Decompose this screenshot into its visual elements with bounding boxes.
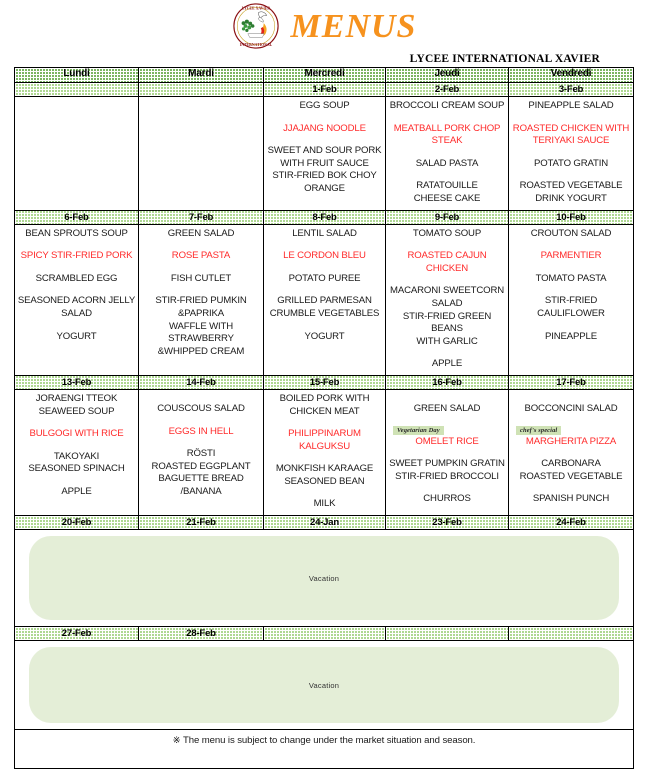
dish-item: PINEAPPLE: [545, 330, 597, 342]
menu-cell: [264, 97, 386, 211]
dish-item: ROASTED VEGETABLE: [519, 470, 623, 482]
dish-item: LENTIL SALAD: [292, 227, 357, 239]
dish-item: SCRAMBLED EGG: [35, 272, 118, 284]
dish-item: BROCCOLI CREAM SOUP: [389, 100, 505, 111]
date-row: [15, 375, 634, 389]
dish-main-item: PARMENTIER: [540, 250, 602, 262]
dish-item: GRILLED PARMESAN: [277, 295, 372, 307]
school-logo-icon: [231, 2, 281, 50]
dish-list: [16, 228, 137, 344]
dish-main-item: ROASTED CHICKEN WITH: [512, 122, 630, 134]
dish-main-item: JJAJANG NOODLE: [283, 122, 366, 134]
dish-list: [510, 228, 632, 344]
menu-cell: [509, 389, 634, 515]
dish-item: WITH FRUIT SAUCE: [280, 157, 369, 169]
dish-main-item: ROSE PASTA: [171, 250, 231, 262]
dish-item: MILK: [313, 498, 336, 510]
dish-list: [265, 393, 384, 511]
svg-text:LYCEE XAVIER: LYCEE XAVIER: [241, 6, 270, 11]
vacation-cell: [15, 641, 634, 730]
menu-cell: [509, 224, 634, 375]
dish-item: COUSCOUS SALAD: [157, 402, 245, 414]
date-cell: 20-Feb: [15, 516, 139, 530]
dish-item: /BANANA: [180, 485, 222, 497]
dish-item: POTATO GRATIN: [533, 157, 609, 169]
menu-cell: [386, 97, 509, 211]
dish-item: SWEET PUMPKIN GRATIN: [389, 458, 505, 470]
dish-main-item: KALGUKSU: [298, 440, 351, 452]
dish-list: [387, 228, 507, 371]
date-cell: 9-Feb: [386, 210, 509, 224]
dish-item: STIR-FRIED BOK CHOY: [272, 170, 377, 182]
dish-item: SALAD PASTA: [415, 157, 479, 169]
dish-main-item: STEAK: [431, 135, 463, 147]
dish-item: POTATO PUREE: [288, 272, 361, 284]
dish-item: CRUMBLE VEGETABLES: [269, 307, 380, 319]
menu-cell: [15, 97, 139, 211]
date-cell: 21-Feb: [139, 516, 264, 530]
menu-cell: [15, 224, 139, 375]
dish-item: TOMATO SOUP: [412, 227, 482, 239]
dish-main-item: MEATBALL PORK CHOP: [393, 122, 501, 134]
footnote-cell: [15, 730, 634, 769]
menu-cell: [509, 97, 634, 211]
date-row: [15, 627, 634, 641]
dish-item: BEAN SPROUTS SOUP: [25, 227, 128, 239]
school-name: LYCEE INTERNATIONAL XAVIER: [409, 53, 600, 65]
menu-table: [14, 67, 634, 769]
dish-item: DRINK YOGURT: [535, 192, 607, 204]
dish-item: APPLE: [61, 485, 92, 497]
dish-item: ORANGE: [304, 182, 345, 194]
day-header-jeudi: Jeudi: [386, 68, 509, 83]
dish-main-item: BULGOGI WITH RICE: [29, 428, 124, 440]
menu-table-container: [0, 67, 647, 769]
dish-main-item: EGGS IN HELL: [168, 425, 234, 437]
menu-cell: [264, 389, 386, 515]
dish-main-item: MARGHERITA PIZZA: [525, 435, 617, 447]
dish-item: SEAWEED SOUP: [38, 405, 115, 417]
dish-item: SWEET AND SOUR PORK: [267, 145, 382, 157]
dish-item: RÖSTI: [186, 448, 216, 460]
meal-row: [15, 97, 634, 211]
dish-list: [387, 403, 507, 506]
dish-item: YOGURT: [304, 330, 345, 342]
date-cell: 10-Feb: [509, 210, 634, 224]
dish-item: TOMATO PASTA: [535, 272, 607, 284]
dish-item: PINEAPPLE SALAD: [528, 100, 614, 111]
dish-item: YOGURT: [56, 330, 97, 342]
dish-item: STIR-FRIED BROCCOLI: [395, 470, 499, 482]
date-cell: 24-Feb: [509, 516, 634, 530]
dish-item: STRAWBERRY: [168, 333, 234, 345]
dish-item: JORAENGI TTEOK: [35, 392, 118, 404]
dish-main-item: ROASTED CAJUN CHICKEN: [407, 250, 487, 274]
dish-item: WITH GARLIC: [416, 335, 478, 347]
dish-item: GREEN SALAD: [167, 227, 235, 239]
status-badge: Vegetarian Day: [393, 426, 444, 435]
dish-item: CARBONARA: [541, 458, 601, 470]
vacation-label: Vacation: [308, 573, 340, 583]
day-header-mardi: Mardi: [139, 68, 264, 83]
dish-list: [140, 228, 262, 359]
dish-item: STIR-FRIED PUMKIN: [155, 295, 247, 307]
date-cell: 23-Feb: [386, 516, 509, 530]
dish-main-item: PHILIPPINARUM: [288, 428, 361, 440]
vacation-band: [29, 647, 619, 723]
dish-item: TAKOYAKI: [53, 450, 100, 462]
date-cell: 27-Feb: [15, 627, 139, 641]
date-cell: 14-Feb: [139, 375, 264, 389]
masthead: [0, 0, 647, 52]
dish-item: CHICKEN MEAT: [289, 405, 360, 417]
menu-cell: [386, 389, 509, 515]
status-badge: chef's special: [516, 426, 561, 435]
dish-item: SEASONED BEAN: [284, 475, 365, 487]
dish-list: [140, 403, 262, 499]
dish-main-item: LE CORDON BLEU: [283, 250, 366, 262]
date-cell: 8-Feb: [264, 210, 386, 224]
date-cell: 6-Feb: [15, 210, 139, 224]
date-cell: 13-Feb: [15, 375, 139, 389]
page-title: MENUS: [290, 8, 417, 45]
dish-main-item: TERIYAKI SAUCE: [532, 135, 610, 147]
date-cell: [139, 83, 264, 97]
dish-item: &PAPRIKA: [177, 307, 225, 319]
dish-item: STIR-FRIED GREEN BEANS: [402, 310, 492, 335]
dish-list: [265, 228, 384, 344]
date-cell: [386, 627, 509, 641]
dish-list: [265, 100, 384, 196]
dish-item: SALAD: [61, 307, 92, 319]
badge-container: [387, 426, 507, 435]
dish-list: [387, 100, 507, 206]
dish-item: BOILED PORK WITH: [279, 392, 370, 404]
date-row: [15, 83, 634, 97]
day-header-vendredi: Vendredi: [509, 68, 634, 83]
vacation-band: [29, 536, 619, 620]
menu-cell: [264, 224, 386, 375]
menu-cell: [139, 224, 264, 375]
dish-item: RATATOUILLE: [416, 180, 478, 192]
footnote-row: [15, 730, 634, 769]
badge-container: [510, 426, 632, 435]
menu-cell: [386, 224, 509, 375]
date-row: [15, 210, 634, 224]
dish-item: CHURROS: [423, 493, 471, 505]
date-cell: 16-Feb: [386, 375, 509, 389]
date-cell: 28-Feb: [139, 627, 264, 641]
vacation-cell: [15, 530, 634, 627]
date-cell: 17-Feb: [509, 375, 634, 389]
dish-list: [510, 100, 632, 206]
date-cell: 3-Feb: [509, 83, 634, 97]
date-cell: 24-Jan: [264, 516, 386, 530]
menu-cell: [15, 389, 139, 515]
dish-item: EGG SOUP: [299, 100, 350, 111]
meal-row: [15, 389, 634, 515]
day-header-lundi: Lundi: [15, 68, 139, 83]
dish-list: [16, 393, 137, 499]
dish-item: FISH CUTLET: [170, 272, 232, 284]
dish-main-item: OMELET RICE: [415, 435, 479, 447]
dish-item: MONKFISH KARAAGE: [275, 463, 374, 475]
date-cell: [15, 83, 139, 97]
dish-item: WAFFLE WITH: [168, 320, 234, 332]
dish-main-item: SPICY STIR-FRIED PORK: [20, 250, 133, 262]
day-header-row: [15, 68, 634, 83]
meal-row: [15, 224, 634, 375]
menu-table-body: [15, 83, 634, 769]
day-header-mercredi: Mercredi: [264, 68, 386, 83]
dish-item: SEASONED SPINACH: [28, 463, 125, 475]
dish-list: [510, 403, 632, 506]
date-cell: [509, 627, 634, 641]
vacation-label: Vacation: [308, 680, 340, 690]
dish-item: CROUTON SALAD: [530, 227, 612, 239]
dish-item: CHEESE CAKE: [413, 192, 481, 204]
dish-item: GREEN SALAD: [413, 402, 481, 414]
date-row: [15, 516, 634, 530]
svg-text:INTERNATIONAL: INTERNATIONAL: [239, 43, 272, 48]
date-cell: 15-Feb: [264, 375, 386, 389]
dish-item: APPLE: [431, 358, 463, 370]
dish-item: &WHIPPED CREAM: [157, 345, 245, 357]
dish-item: ROASTED EGGPLANT: [151, 460, 251, 472]
dish-item: STIR-FRIED CAULIFLOWER: [537, 295, 605, 319]
date-cell: [264, 627, 386, 641]
date-cell: 2-Feb: [386, 83, 509, 97]
dish-item: SPANISH PUNCH: [532, 493, 610, 505]
dish-item: BOCCONCINI SALAD: [524, 402, 618, 414]
menu-cell: [139, 97, 264, 211]
vacation-row: [15, 641, 634, 730]
date-cell: 7-Feb: [139, 210, 264, 224]
vacation-row: [15, 530, 634, 627]
dish-item: SEASONED ACORN JELLY: [17, 295, 136, 307]
dish-item: SALAD: [431, 297, 463, 309]
menu-cell: [139, 389, 264, 515]
dish-item: BAGUETTE BREAD: [158, 473, 244, 485]
dish-item: MACARONI SWEETCORN: [389, 285, 505, 297]
footnote-text: ※ The menu is subject to change under the market situation and season.: [172, 735, 476, 747]
dish-item: ROASTED VEGETABLE: [519, 180, 623, 192]
date-cell: 1-Feb: [264, 83, 386, 97]
